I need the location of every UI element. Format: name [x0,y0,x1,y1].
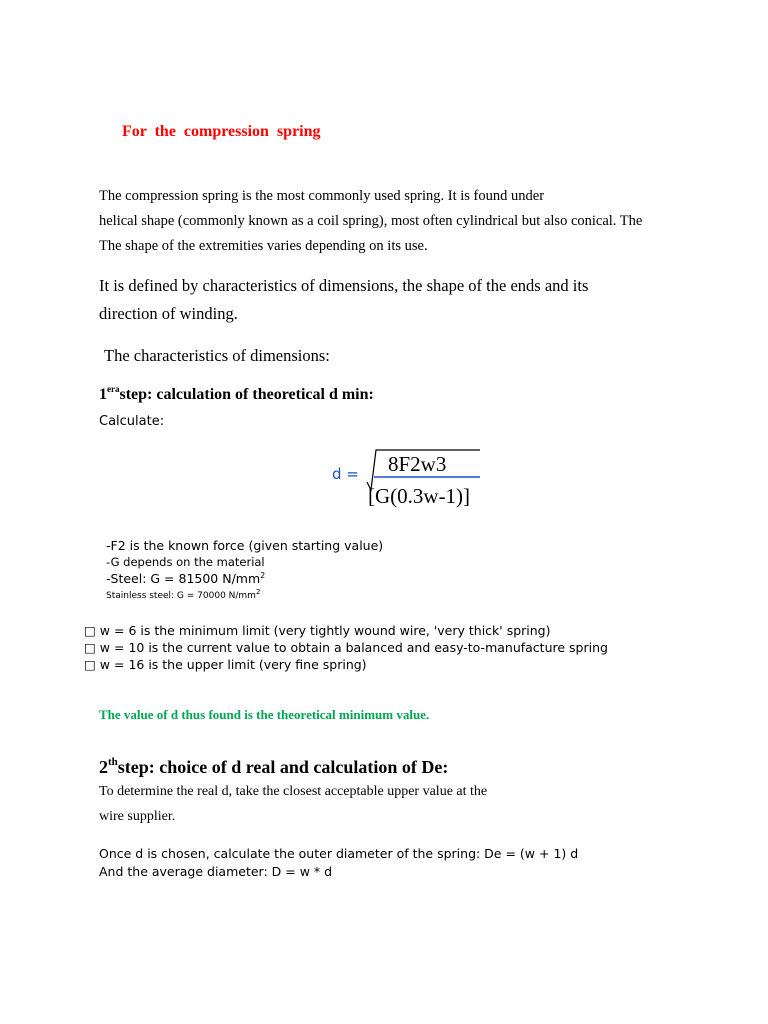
step2-heading [99,757,448,778]
bullet-box-icon: □ [84,623,96,638]
list-item [84,640,608,655]
page-title: For the compression spring [122,123,321,140]
bullet-box-icon: □ [84,640,96,655]
step1-heading [99,386,374,404]
average-diameter-line: And the average diameter: D = w * d [99,864,333,879]
formula-numerator: 8F2w3 [388,452,447,476]
given-steel-text: -Steel: G = 81500 N/mm [106,571,261,587]
intro-line-1: The compression spring is the most commonly used spring. It is found under [99,188,545,204]
bullet-text: w = 16 is the upper limit (very fine spring) [99,657,367,672]
list-item [84,623,551,638]
bullet-text: w = 6 is the minimum limit (very tightly wound wire, 'very thick' spring) [99,623,551,638]
step1-number: 1 [99,386,107,403]
intro-line-3: The shape of the extremities varies depending on its use. [99,238,428,254]
outer-diameter-line: Once d is chosen, calculate the outer diameter of the spring: De = (w + 1) d [99,846,579,861]
given-g: -G depends on the material [106,555,265,569]
definition-line-2: direction of winding. [99,304,238,323]
list-item [84,657,367,672]
given-steel [106,571,265,586]
given-stainless-text: Stainless steel: G = 70000 N/mm [106,591,256,601]
step2-number: 2 [99,757,108,777]
intro-line-2: helical shape (commonly known as a coil spring), most often cylindrical but also conical. The [99,213,643,229]
theoretical-minimum-note: The value of d thus found is the theoretical minimum value. [99,707,430,722]
real-d-line-1: To determine the real d, take the closest acceptable upper value at the [99,784,488,799]
formula-denominator: [G(0.3w-1)] [368,484,471,508]
bullet-text: w = 10 is the current value to obtain a balanced and easy-to-manufacture spring [99,640,608,655]
step1-ordinal: era [107,384,120,394]
step2-ordinal: th [108,756,118,768]
formula-lhs: d = [332,465,359,483]
characteristics-heading: The characteristics of dimensions: [104,346,330,365]
given-stainless [106,588,260,601]
formula-image [330,444,490,514]
definition-line-1: It is defined by characteristics of dimensions, the shape of the ends and its [99,276,589,295]
calculate-label: Calculate: [99,414,165,429]
step2-text: step: choice of d real and calculation of De: [117,757,449,777]
bullet-box-icon: □ [84,657,96,672]
real-d-line-2: wire supplier. [99,809,176,824]
given-f2: -F2 is the known force (given starting value) [106,538,384,553]
given-stainless-exponent: 2 [255,588,261,596]
given-steel-exponent: 2 [260,571,266,580]
step1-text: step: calculation of theoretical d min: [119,386,374,403]
